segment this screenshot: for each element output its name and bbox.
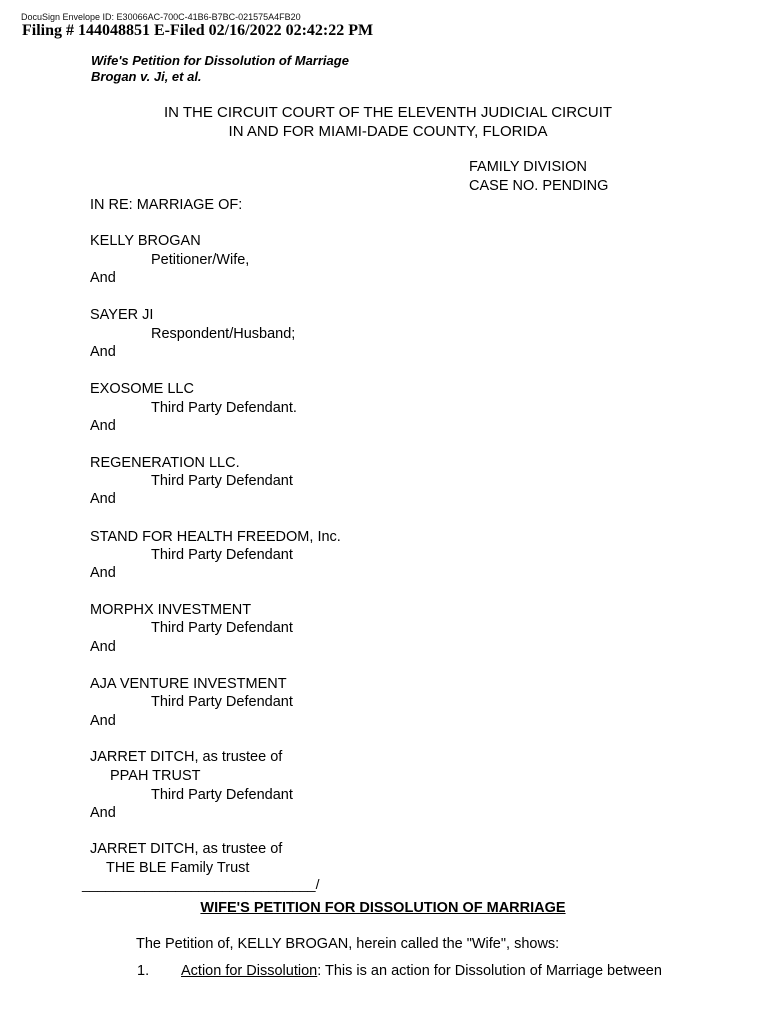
document-title: WIFE'S PETITION FOR DISSOLUTION OF MARRIAGE bbox=[200, 900, 566, 916]
party-role: Third Party Defendant bbox=[151, 694, 293, 710]
party-conjunction: And bbox=[90, 491, 116, 507]
party-role: Respondent/Husband; bbox=[151, 326, 296, 342]
court-name-line2: IN AND FOR MIAMI-DADE COUNTY, FLORIDA bbox=[228, 123, 548, 140]
party-conjunction: And bbox=[90, 418, 116, 434]
caption-separator: ______________________________/ bbox=[82, 876, 320, 892]
party-name: EXOSOME LLC bbox=[90, 381, 194, 397]
running-header-caption: Brogan v. Ji, et al. bbox=[91, 69, 202, 84]
party-role: Third Party Defendant bbox=[151, 473, 293, 489]
party-name: SAYER JI bbox=[90, 307, 154, 323]
division-label: FAMILY DIVISION bbox=[469, 159, 587, 175]
party-conjunction: And bbox=[90, 344, 116, 360]
paragraph-heading: Action for Dissolution bbox=[181, 963, 318, 979]
party-trust-name: THE BLE Family Trust bbox=[106, 860, 250, 876]
docusign-envelope-id: DocuSign Envelope ID: E30066AC-700C-41B6-B7BC-021575A4FB20 bbox=[21, 12, 301, 22]
paragraph-number: 1. bbox=[137, 963, 150, 979]
party-conjunction: And bbox=[90, 270, 116, 286]
party-role: Petitioner/Wife, bbox=[151, 252, 250, 268]
paragraph-text: : This is an action for Dissolution of Marriage between bbox=[317, 963, 662, 979]
paragraph-1 bbox=[181, 963, 662, 979]
party-conjunction: And bbox=[90, 565, 116, 581]
party-name: REGENERATION LLC. bbox=[90, 455, 240, 471]
party-role: Third Party Defendant bbox=[151, 620, 293, 636]
party-role: Third Party Defendant. bbox=[151, 400, 297, 416]
filing-stamp: Filing # 144048851 E-Filed 02/16/2022 02:42:22 PM bbox=[22, 22, 374, 39]
party-trust-name: PPAH TRUST bbox=[110, 768, 201, 784]
court-name-line1: IN THE CIRCUIT COURT OF THE ELEVENTH JUDICIAL CIRCUIT bbox=[163, 104, 613, 121]
case-number: CASE NO. PENDING bbox=[469, 178, 609, 194]
party-name: JARRET DITCH, as trustee of bbox=[90, 749, 283, 765]
party-conjunction: And bbox=[90, 805, 116, 821]
intro-paragraph: The Petition of, KELLY BROGAN, herein called the "Wife", shows: bbox=[136, 936, 560, 952]
party-conjunction: And bbox=[90, 713, 116, 729]
in-re-heading: IN RE: MARRIAGE OF: bbox=[90, 197, 243, 213]
party-role: Third Party Defendant bbox=[151, 547, 293, 563]
party-name: JARRET DITCH, as trustee of bbox=[90, 841, 283, 857]
party-role: Third Party Defendant bbox=[151, 787, 293, 803]
party-name: KELLY BROGAN bbox=[90, 233, 201, 249]
party-conjunction: And bbox=[90, 639, 116, 655]
party-name: AJA VENTURE INVESTMENT bbox=[90, 676, 287, 692]
running-header-title: Wife's Petition for Dissolution of Marriage bbox=[91, 53, 349, 68]
party-name: MORPHX INVESTMENT bbox=[90, 602, 252, 618]
party-name: STAND FOR HEALTH FREEDOM, Inc. bbox=[90, 529, 341, 545]
